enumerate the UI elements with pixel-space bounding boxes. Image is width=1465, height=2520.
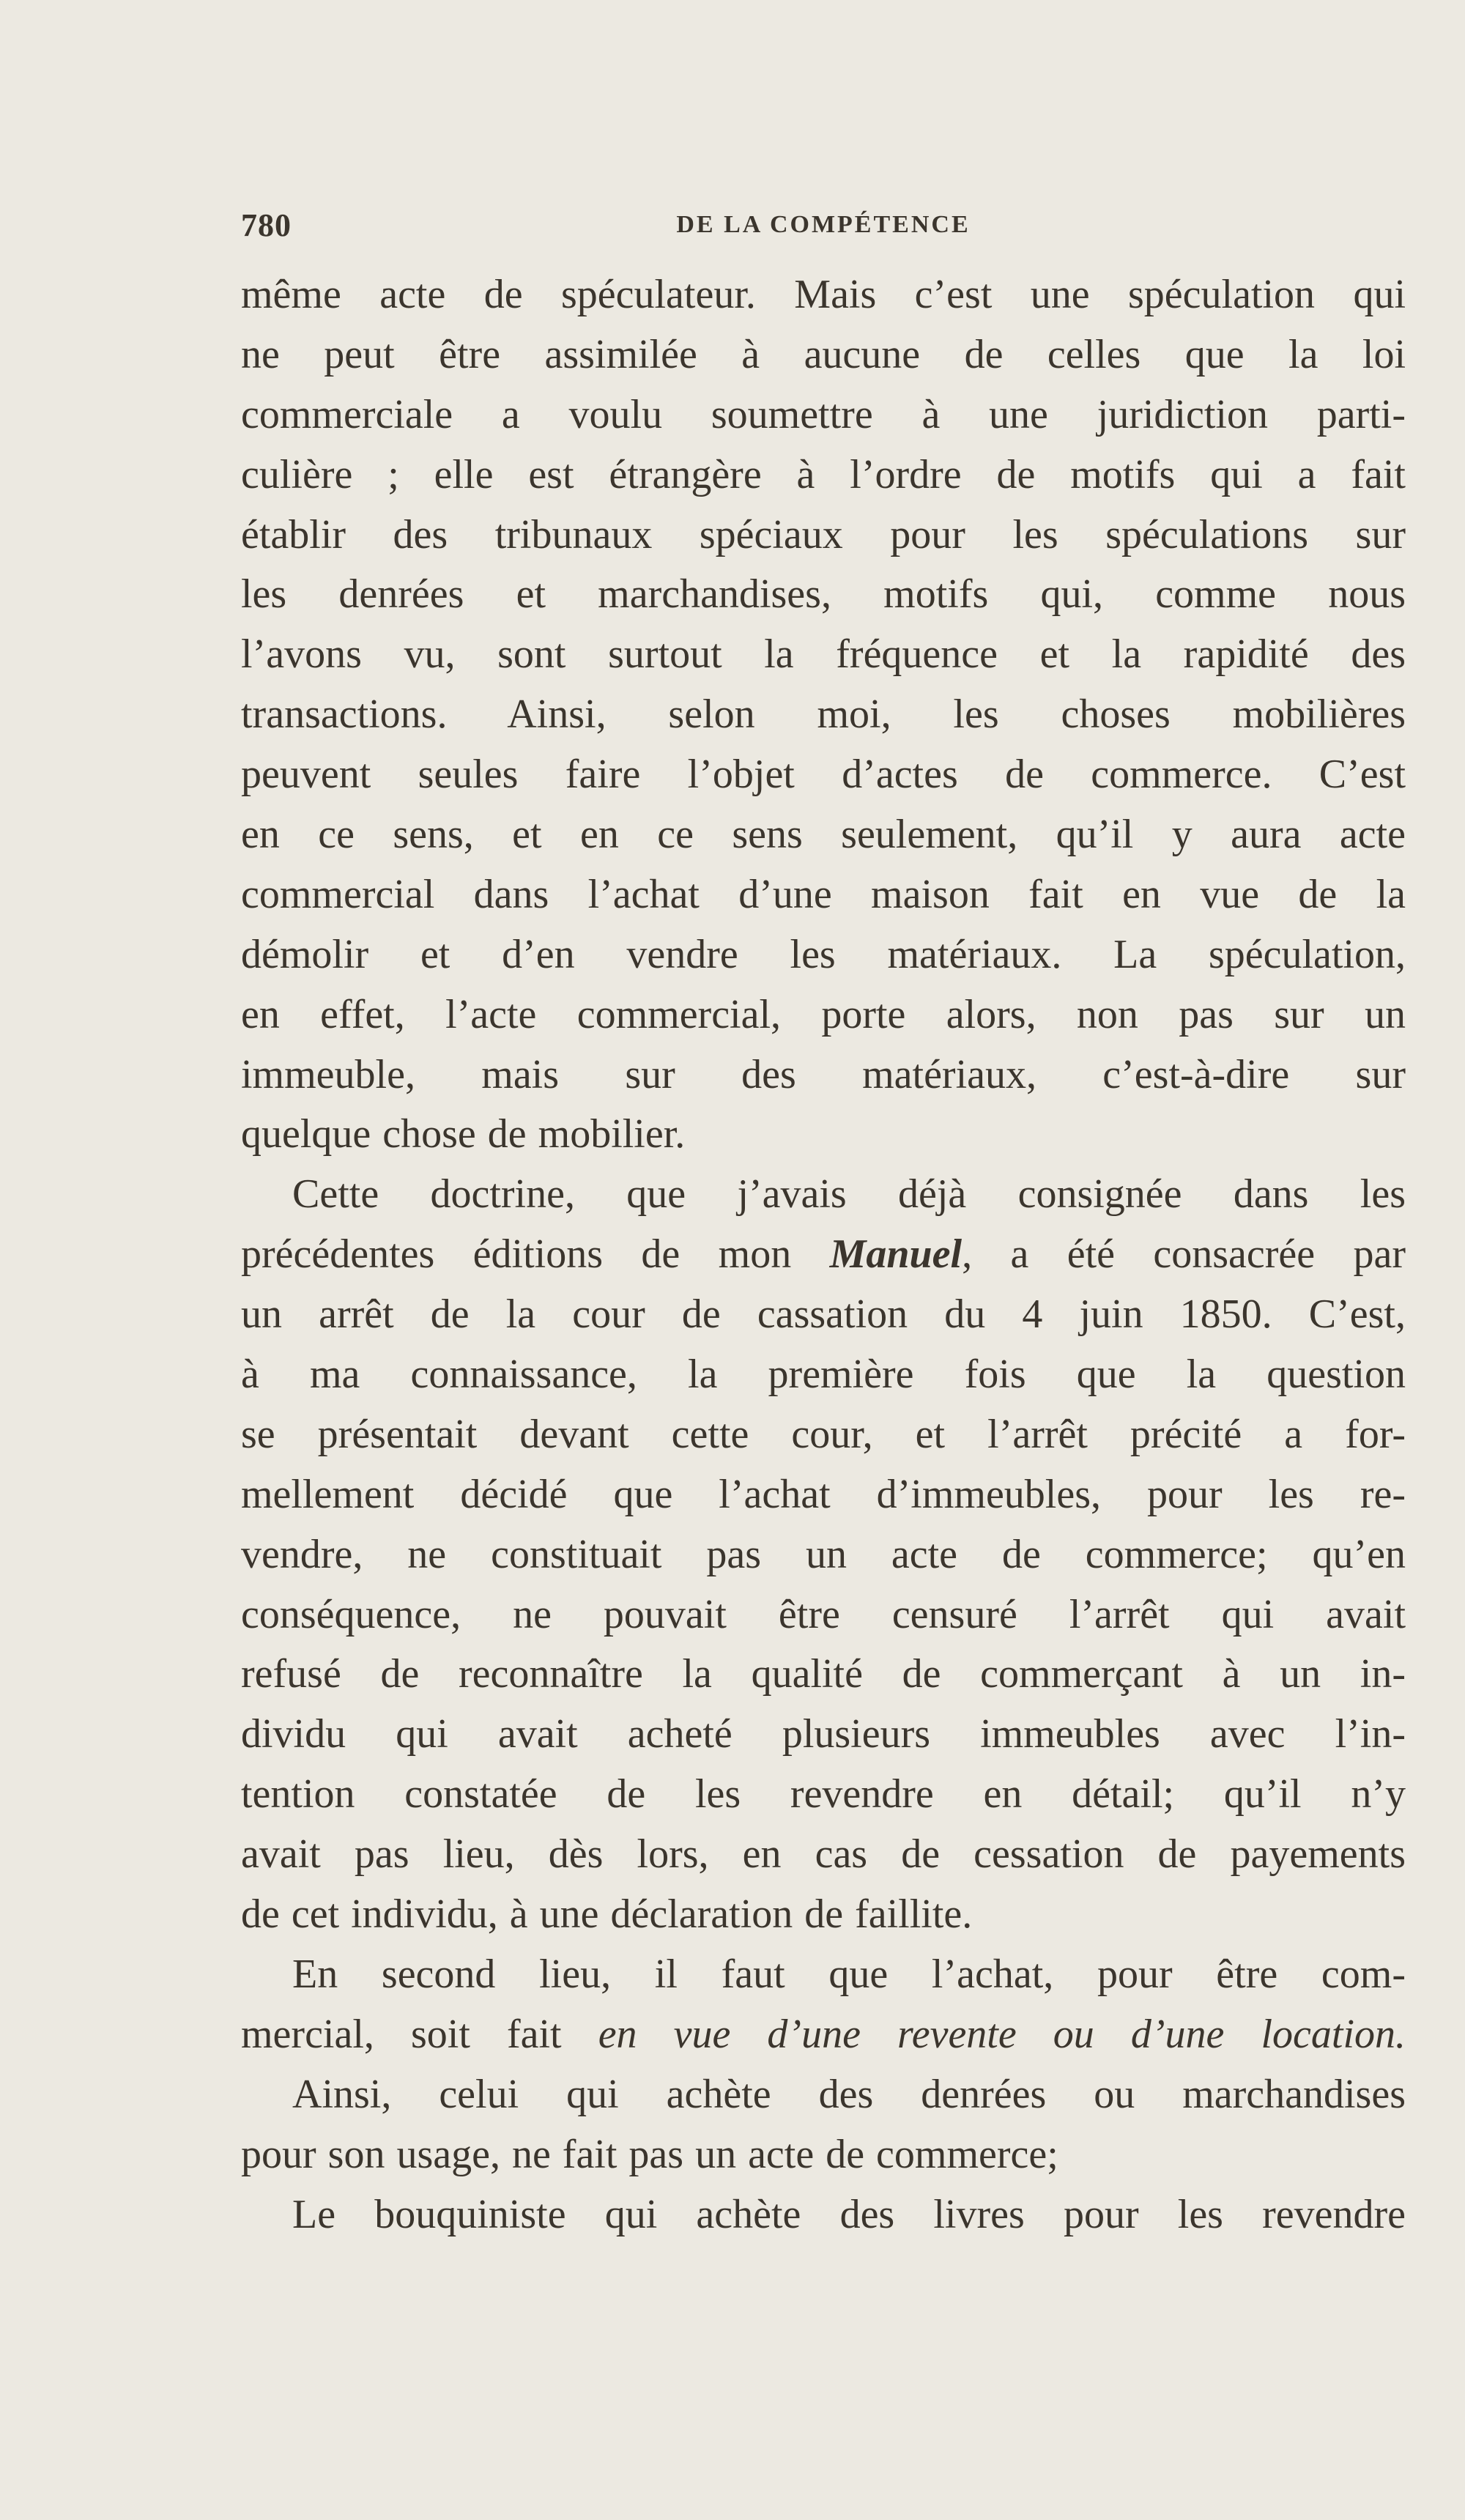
text-line: [241, 1105, 1406, 1165]
text-line: [241, 865, 1406, 925]
text-segment: Ainsi, celui qui achète des denrées ou marchandises: [292, 2071, 1406, 2117]
text-segment: l’avons vu, sont surtout la fréquence et la rapidité des: [241, 631, 1406, 678]
text-segment: avait pas lieu, dès lors, en cas de cessation de payements: [241, 1831, 1406, 1878]
text-line: [241, 1465, 1406, 1525]
text-line: [241, 1405, 1406, 1465]
text-line: [241, 985, 1406, 1045]
text-line: [241, 1885, 1406, 1945]
text-line: [241, 385, 1406, 445]
text-segment: un arrêt de la cour de cassation du 4 juin 1850. C’est,: [241, 1292, 1406, 1338]
text-segment: , a été consacrée par: [962, 1231, 1406, 1278]
text-line: [241, 1825, 1406, 1885]
text-segment: pour son usage, ne fait pas un acte de commerce;: [241, 2131, 1058, 2177]
text-line: [241, 505, 1406, 566]
text-segment: En second lieu, il faut que l’achat, pour être com-: [292, 1951, 1406, 1997]
text-line: [241, 805, 1406, 865]
text-segment: immeuble, mais sur des matériaux, c’est-à-dire sur: [241, 1051, 1406, 1097]
text-line: [241, 1765, 1406, 1825]
text-segment: dividu qui avait acheté plusieurs immeubles avec l’in-: [241, 1711, 1406, 1757]
text-segment: les denrées et marchandises, motifs qui, comme nous: [241, 571, 1406, 618]
text-line: [241, 1705, 1406, 1765]
text-segment: tention constatée de les revendre en détail; qu’il n’y: [241, 1771, 1406, 1817]
text-segment: transactions. Ainsi, selon moi, les choses mobilières: [241, 692, 1406, 738]
text-line: [241, 1045, 1406, 1105]
text-line: [241, 925, 1406, 985]
text-segment: commerciale a voulu soumettre à une juridiction parti-: [241, 391, 1406, 437]
emphasized-text: en vue d’une revente ou d’une location.: [598, 2011, 1406, 2057]
text-segment: commercial dans l’achat d’une maison fait en vue de la: [241, 871, 1406, 917]
text-segment: de cet individu, à une déclaration de faillite.: [241, 1891, 973, 1938]
text-segment: établir des tribunaux spéciaux pour les spéculations sur: [241, 511, 1406, 557]
text-segment: se présentait devant cette cour, et l’arrêt précité a for-: [241, 1411, 1406, 1457]
text-line: [241, 625, 1406, 685]
text-segment: en ce sens, et en ce sens seulement, qu’il y aura acte: [241, 812, 1406, 858]
page-number: 780: [241, 207, 292, 243]
text-segment: mellement décidé que l’achat d’immeubles, pour les re-: [241, 1471, 1406, 1517]
text-segment: Cette doctrine, que j’avais déjà consignée dans les: [292, 1171, 1406, 1218]
text-segment: peuvent seules faire l’objet d’actes de commerce. C’est: [241, 752, 1406, 798]
text-line: [241, 2005, 1406, 2065]
text-line: [241, 2065, 1406, 2125]
body-text: [241, 265, 1406, 2245]
text-line: [241, 325, 1406, 385]
text-segment: Le bouquiniste qui achète des livres pour les revendre: [292, 2191, 1406, 2237]
text-line: [241, 1645, 1406, 1705]
text-segment: en effet, l’acte commercial, porte alors, non pas sur un: [241, 991, 1406, 1037]
text-segment: refusé de reconnaître la qualité de commerçant à un in-: [241, 1651, 1406, 1697]
text-line: [241, 1285, 1406, 1345]
text-segment: culière ; elle est étrangère à l’ordre de motifs qui a fait: [241, 451, 1406, 497]
text-segment: conséquence, ne pouvait être censuré l’arrêt qui avait: [241, 1591, 1406, 1637]
text-line: [241, 685, 1406, 745]
text-line: [241, 1225, 1406, 1285]
running-title: DE LA COMPÉTENCE: [676, 211, 971, 238]
text-line: [241, 1165, 1406, 1225]
text-line: [241, 565, 1406, 625]
text-line: [241, 1345, 1406, 1405]
text-line: [241, 2185, 1406, 2245]
text-line: [241, 745, 1406, 805]
page-header: [241, 207, 1406, 243]
text-line: [241, 445, 1406, 505]
text-segment: précédentes éditions de mon: [241, 1231, 830, 1278]
text-segment: démolir et d’en vendre les matériaux. La spéculation,: [241, 931, 1406, 977]
emphasized-text: Manuel: [829, 1231, 963, 1278]
text-line: [241, 1585, 1406, 1645]
text-line: [241, 1945, 1406, 2005]
text-line: [241, 1525, 1406, 1585]
text-line: [241, 265, 1406, 325]
text-segment: ne peut être assimilée à aucune de celles que la loi: [241, 331, 1406, 377]
text-segment: même acte de spéculateur. Mais c’est une spéculation qui: [241, 272, 1406, 317]
text-segment: vendre, ne constituait pas un acte de commerce; qu’en: [241, 1531, 1406, 1577]
text-line: [241, 2125, 1406, 2185]
text-segment: mercial, soit fait: [241, 2011, 598, 2057]
text-segment: à ma connaissance, la première fois que la question: [241, 1352, 1406, 1398]
text-segment: quelque chose de mobilier.: [241, 1111, 686, 1157]
